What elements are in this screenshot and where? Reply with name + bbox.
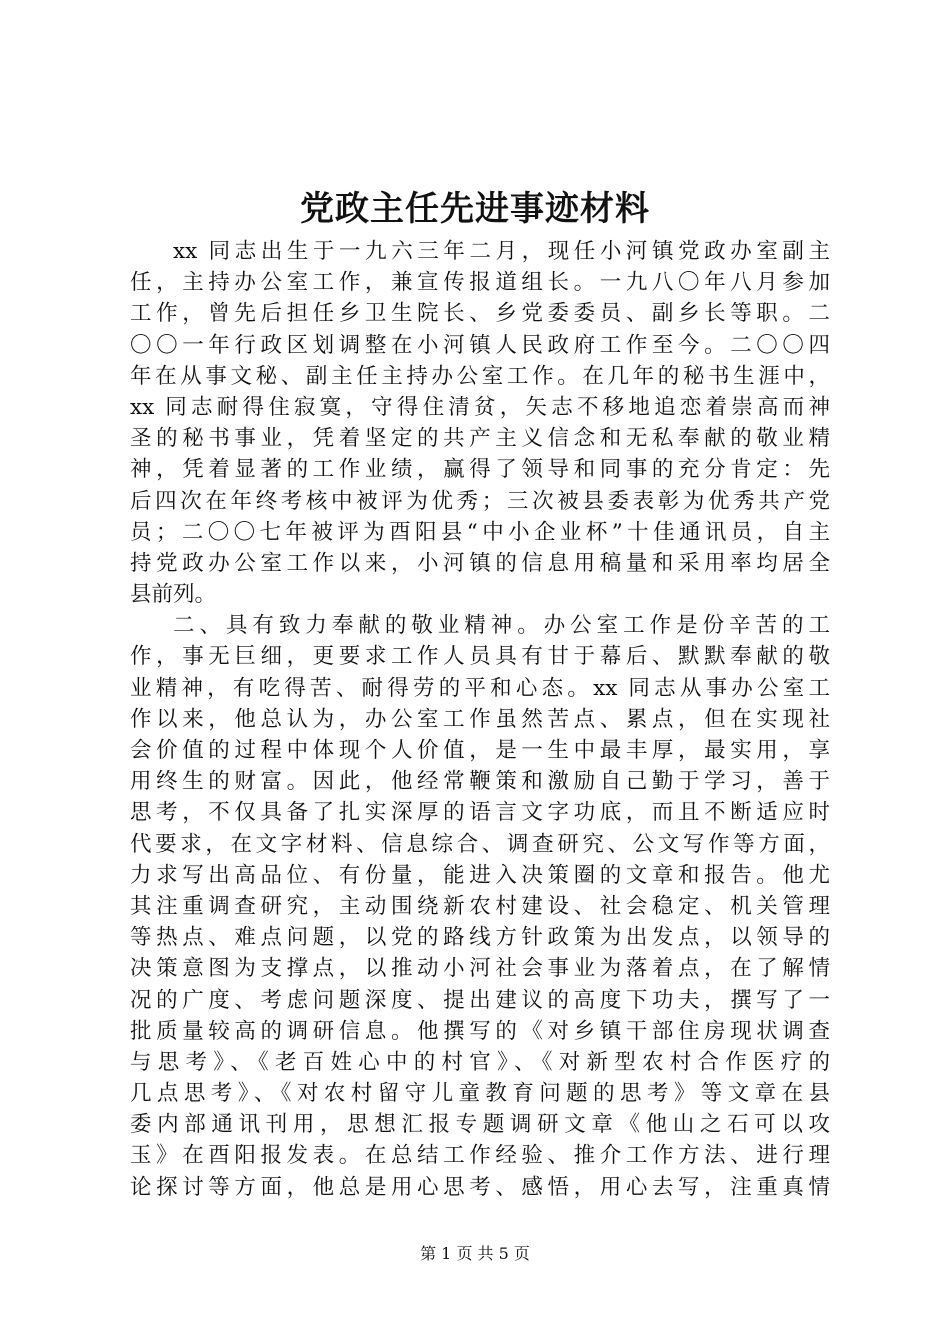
text-line: 会价值的过程中体现个人价值，是一生中最丰厚，最实用，享 (130, 738, 830, 763)
text-line: 二、具有致力奉献的敬业精神。办公室工作是份辛苦的工 (173, 613, 830, 639)
text-line: xx 同志耐得住寂寞，守得住清贫，矢志不移地追恋着崇高而神 (130, 394, 830, 420)
text-line: 县前列。 (130, 582, 217, 608)
text-line: 论探讨等方面，他总是用心思考、感悟，用心去写，注重真情 (130, 1174, 830, 1200)
text-line: 几点思考》、《对农村留守儿童教育问题的思考》等文章在县 (130, 1081, 830, 1107)
text-line: 况的广度、考虑问题深度、提出建议的高度下功夫，撰写了一 (130, 987, 830, 1013)
text-line: 后四次在年终考核中被评为优秀；三次被县委表彰为优秀共产党 (130, 488, 830, 514)
text-line: 玉》在酉阳报发表。在总结工作经验、推介工作方法、进行理 (130, 1143, 830, 1169)
text-line: 用终生的财富。因此，他经常鞭策和激励自己勤于学习，善于 (130, 769, 830, 795)
text-line: xx 同志出生于一九六三年二月，现任小河镇党政办室副主 (173, 239, 830, 264)
page-number: 第 1 页 共 5 页 (420, 1244, 530, 1263)
text-line: 与思考》、《老百姓心中的村官》、《对新型农村合作医疗的 (130, 1049, 830, 1075)
text-line: 思考，不仅具备了扎实深厚的语言文字功底，而且不断适应时 (130, 800, 830, 826)
text-line: 持党政办公室工作以来，小河镇的信息用稿量和采用率均居全 (130, 550, 830, 576)
text-line: 作以来，他总认为，办公室工作虽然苦点、累点，但在实现社 (130, 706, 830, 732)
page-title: 党政主任先进事迹材料 (300, 189, 650, 229)
text-line: 工作，曾先后担任乡卫生院长、乡党委委员、副乡长等职。二 (130, 301, 830, 327)
text-line: 业精神，有吃得苦、耐得劳的平和心态。xx 同志从事办公室工 (130, 675, 830, 701)
text-line: 批质量较高的调研信息。他撰写的《对乡镇干部住房现状调查 (130, 1018, 830, 1044)
text-line: 决策意图为支撑点，以推动小河社会事业为落着点，在了解情 (130, 956, 830, 982)
text-line: 作，事无巨细，更要求工作人员具有甘于幕后、默默奉献的敬 (130, 644, 830, 670)
text-line: 神，凭着显著的工作业绩，赢得了领导和同事的充分肯定：先 (130, 457, 830, 483)
text-line: 年在从事文秘、副主任主持办公室工作。在几年的秘书生涯中， (130, 363, 830, 389)
text-line: 员；二〇〇七年被评为酉阳县“中小企业杯”十佳通讯员，自主 (130, 519, 830, 545)
text-line: 等热点、难点问题，以党的路线方针政策为出发点，以领导的 (130, 925, 830, 951)
text-line: 力求写出高品位、有份量，能进入决策圈的文章和报告。他尤 (130, 862, 830, 888)
text-line: 代要求，在文字材料、信息综合、调查研究、公文写作等方面， (130, 831, 830, 857)
text-line: 任，主持办公室工作，兼宣传报道组长。一九八〇年八月参加 (130, 270, 830, 296)
text-line: 〇〇一年行政区划调整在小河镇人民政府工作至今。二〇〇四 (130, 332, 830, 358)
text-line: 委内部通讯刊用，思想汇报专题调研文章《他山之石可以攻 (130, 1112, 830, 1138)
body-text (130, 236, 830, 1203)
text-line: 其注重调查研究，主动围绕新农村建设、社会稳定、机关管理 (130, 893, 830, 919)
text-line: 圣的秘书事业，凭着坚定的共产主义信念和无私奉献的敬业精 (130, 426, 830, 452)
